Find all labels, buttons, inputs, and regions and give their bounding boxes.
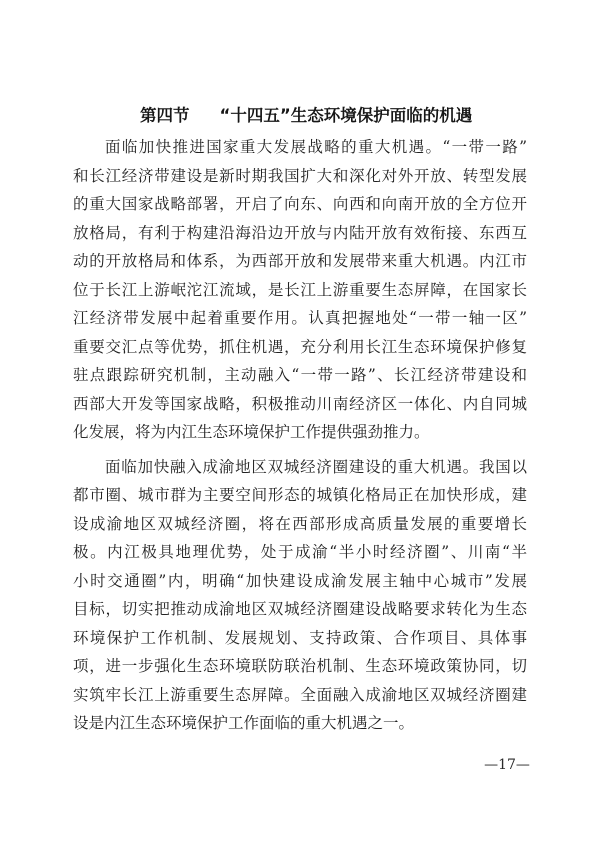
body-text [73, 133, 527, 738]
text-line: 目标，切实把推动成渝地区双城经济圈建设战略要求转化为生态 [73, 600, 527, 618]
text-line: 位于长江上游岷沱江流域，是长江上游重要生态屏障，在国家长 [73, 280, 527, 299]
text-line: 的重大国家战略部署，开启了向东、向西和向南开放的全方位开 [73, 195, 527, 213]
text-line: 面临加快推进国家重大发展战略的重大机遇。“一带一路” [105, 138, 527, 156]
text-line: 放格局，有利于构建沿海沿边开放与内陆开放有效衔接、东西互 [73, 223, 527, 242]
text-line: 小时交通圈”内，明确“加快建设成渝发展主轴中心城市”发展 [73, 571, 527, 590]
text-line: 化发展，将为内江生态环境保护工作提供强劲推力。 [73, 423, 430, 441]
text-line: 重要交汇点等优势，抓住机遇，充分利用长江生态环境保护修复 [73, 337, 527, 356]
text-line: 设是内江生态环境保护工作面临的重大机遇之一。 [73, 714, 415, 732]
section-heading [140, 104, 472, 128]
text-line: 都市圈、城市群为主要空间形态的城镇化格局正在加快形成，建 [73, 486, 527, 504]
text-line: 驻点跟踪研究机制，主动融入“一带一路”、长江经济带建设和 [73, 366, 527, 384]
text-line: 实筑牢长江上游重要生态屏障。全面融入成渝地区双城经济圈建 [73, 685, 527, 704]
text-line: 西部大开发等国家战略，积极推动川南经济区一体化、内自同城 [73, 394, 527, 413]
text-line: 设成渝地区双城经济圈，将在西部形成高质量发展的重要增长 [73, 514, 527, 533]
text-line: 环境保护工作机制、发展规划、支持政策、合作项目、具体事 [73, 628, 527, 647]
text-line: 面临加快融入成渝地区双城经济圈建设的重大机遇。我国以 [105, 457, 527, 476]
page-number: —17— [484, 757, 530, 773]
text-line: 和长江经济带建设是新时期我国扩大和深化对外开放、转型发展 [73, 166, 527, 185]
section-number: 第四节 [140, 106, 190, 125]
text-line: 动的开放格局和体系，为西部开放和发展带来重大机遇。内江市 [73, 252, 527, 270]
section-name: “十四五”生态环境保护面临的机遇 [219, 106, 473, 125]
text-line: 江经济带发展中起着重要作用。认真把握地处“一带一轴一区” [73, 309, 527, 327]
paragraph-opportunity-national-strategy [73, 133, 527, 447]
text-line: 项，进一步强化生态环境联防联治机制、生态环境政策协同，切 [73, 657, 527, 675]
text-line: 极。内江极具地理优势，处于成渝“半小时经济圈”、川南“半 [73, 543, 527, 561]
paragraph-opportunity-chengyu-circle [73, 453, 527, 738]
